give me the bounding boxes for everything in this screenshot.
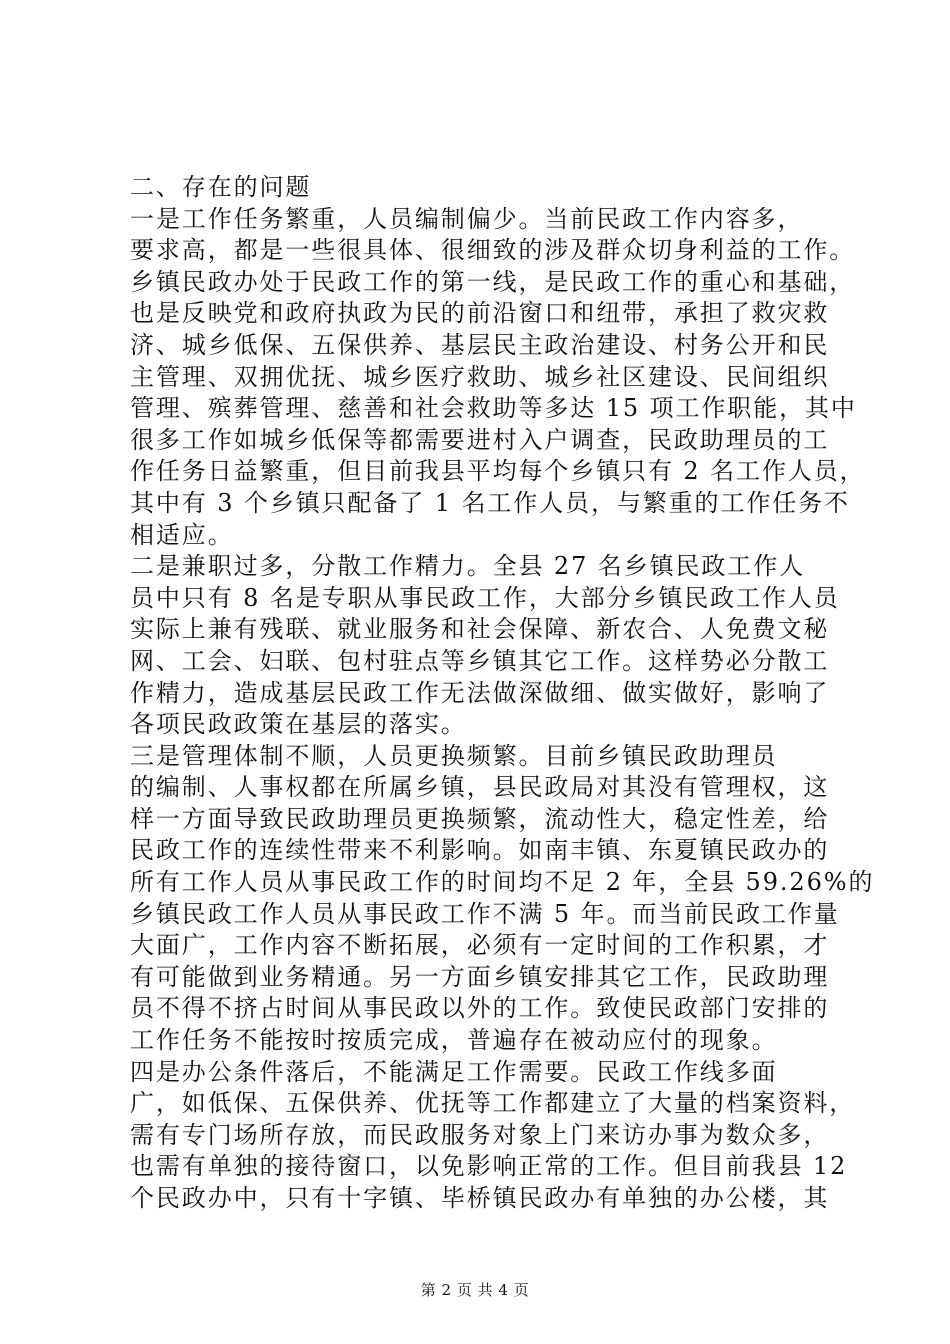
text-line: 个民政办中，只有十字镇、毕桥镇民政办有单独的办公楼，其 [130,1184,830,1212]
text-line: 济、城乡低保、五保供养、基层民主政治建设、村务公开和民 [130,330,830,359]
text-line: 四是办公条件落后，不能满足工作需要。民政工作线多面 [130,1057,778,1086]
text-line: 员不得不挤占时间从事民政以外的工作。致使民政部门安排的 [130,994,830,1023]
text-line: 乡镇民政工作人员从事民政工作不满 5 年。而当前民政工作量 [130,899,840,928]
text-line: 一是工作任务繁重，人员编制偏少。当前民政工作内容多， [130,204,804,233]
text-line: 作任务日益繁重，但目前我县平均每个乡镇只有 2 名工作人员， [130,457,866,486]
text-line: 作精力，造成基层民政工作无法做深做细、做实做好，影响了 [130,678,830,707]
text-line: 管理、殡葬管理、慈善和社会救助等多达 15 项工作职能，其中 [130,394,857,423]
text-line: 实际上兼有残联、就业服务和社会保障、新农合、人免费文秘 [130,615,830,644]
text-line: 民政工作的连续性带来不利影响。如南丰镇、东夏镇民政办的 [130,836,830,865]
text-line: 需有专门场所存放，而民政服务对象上门来访办事为数众多， [130,1120,830,1149]
text-line: 有可能做到业务精通。另一方面乡镇安排其它工作，民政助理 [130,962,830,991]
text-line: 所有工作人员从事民政工作的时间均不足 2 年，全县 59.26%的 [130,868,875,897]
text-line: 网、工会、妇联、包村驻点等乡镇其它工作。这样势必分散工 [130,646,830,675]
document-body [130,172,875,1215]
text-line: 相适应。 [130,520,234,549]
text-line: 各项民政政策在基层的落实。 [130,710,467,739]
text-line: 三是管理体制不顺，人员更换频繁。目前乡镇民政助理员 [130,741,778,770]
text-line: 广，如低保、五保供养、优抚等工作都建立了大量的档案资料， [130,1089,856,1118]
page-number-footer: 第 2 页 共 4 页 [420,1281,530,1299]
text-line: 大面广，工作内容不断拓展，必须有一定时间的工作积累，才 [130,931,830,960]
text-line: 二是兼职过多，分散工作精力。全县 27 名乡镇民政工作人 [130,552,805,581]
section-heading: 二、存在的问题 [130,173,312,201]
text-line: 也需有单独的接待窗口，以免影响正常的工作。但目前我县 12 [130,1152,848,1181]
text-line: 工作任务不能按时按质完成，普遍存在被动应付的现象。 [130,1026,778,1055]
text-line: 很多工作如城乡低保等都需要进村入户调查，民政助理员的工 [130,425,830,454]
text-line: 乡镇民政办处于民政工作的第一线，是民政工作的重心和基础， [130,267,856,296]
text-line: 的编制、人事权都在所属乡镇，县民政局对其没有管理权，这 [130,773,830,802]
text-line: 员中只有 8 名是专职从事民政工作，大部分乡镇民政工作人员 [130,583,840,612]
text-line: 要求高，都是一些很具体、很细致的涉及群众切身利益的工作。 [130,236,856,265]
text-line: 也是反映党和政府执政为民的前沿窗口和纽带，承担了救灾救 [130,299,830,328]
text-line: 样一方面导致民政助理员更换频繁，流动性大，稳定性差，给 [130,804,830,833]
text-line: 其中有 3 个乡镇只配备了 1 名工作人员，与繁重的工作任务不 [130,488,850,517]
text-line: 主管理、双拥优抚、城乡医疗救助、城乡社区建设、民间组织 [130,362,830,391]
